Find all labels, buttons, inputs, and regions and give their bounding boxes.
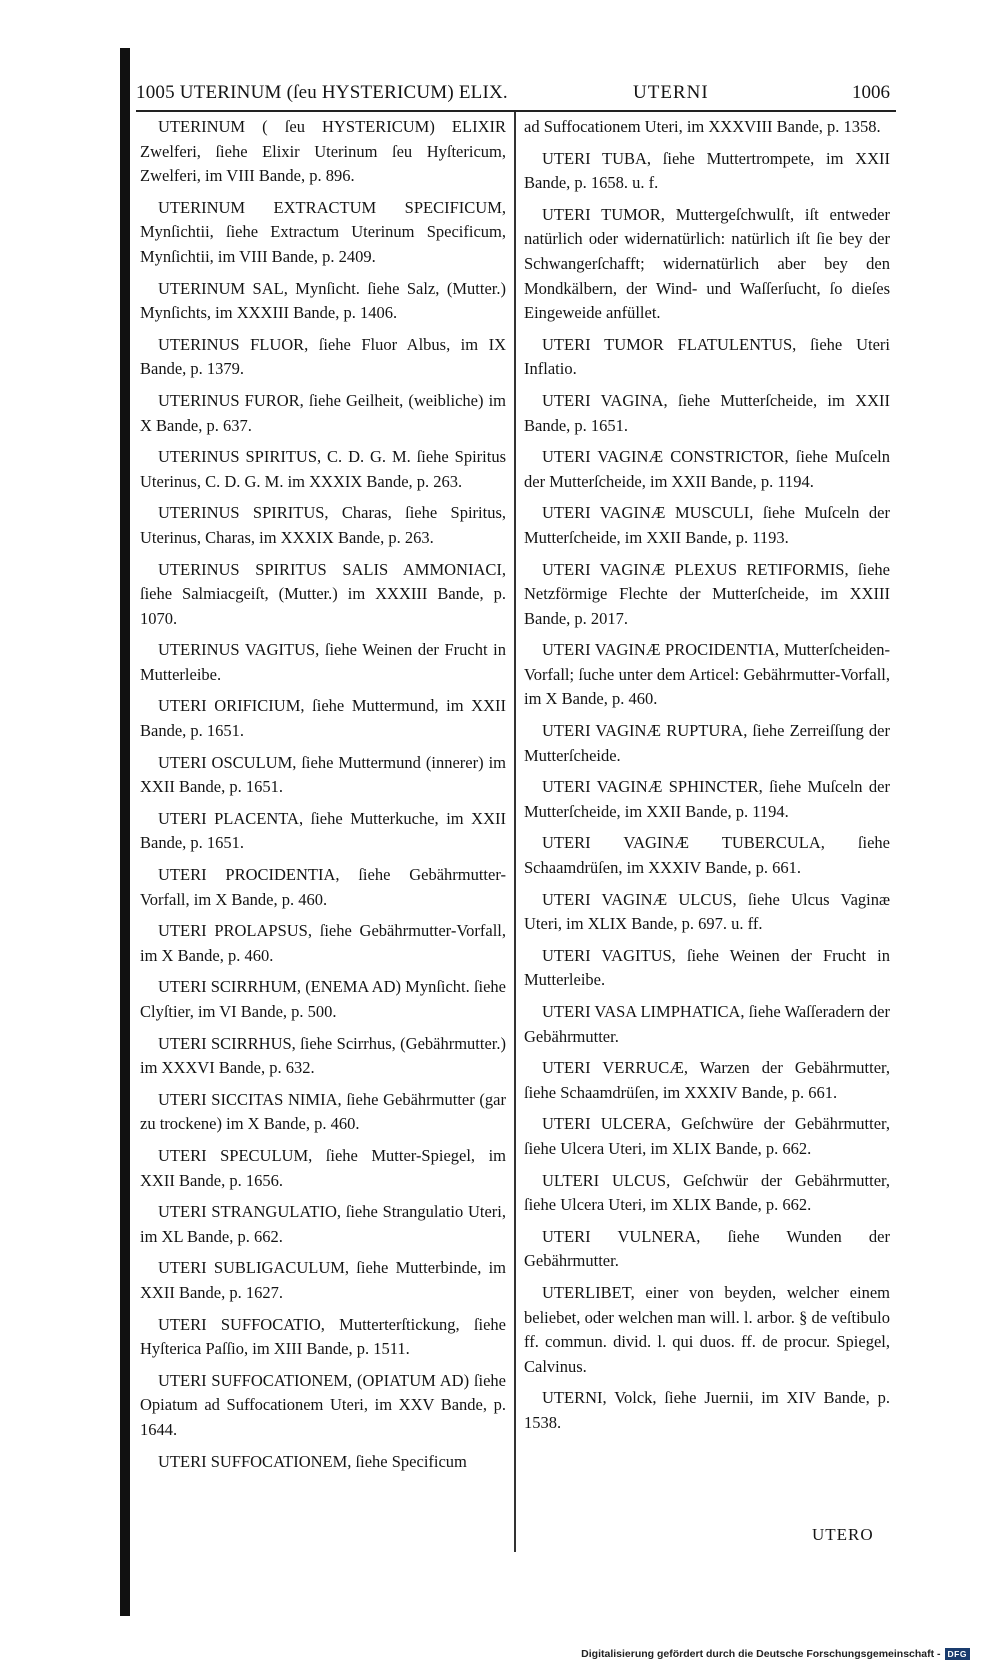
entry: UTERINUS FLUOR, ſiehe Fluor Albus, im IX Bande, p. 1379. — [140, 334, 506, 379]
entry: UTERI VAGINÆ CONSTRICTOR, ſiehe Muſceln der Mutterſcheide, im XXII Bande, p. 1194. — [524, 447, 890, 491]
header-left-title: 1005 UTERINUM (ſeu HYSTERICUM) ELIX. — [136, 82, 508, 103]
entry: UTERI VAGINA, ſiehe Mutterſcheide, im XXII Bande, p. 1651. — [524, 390, 890, 435]
entry: UTERI PLACENTA, ſiehe Mutterkuche, im XXII Bande, p. 1651. — [140, 808, 506, 853]
entry: UTERI SCIRRHUS, ſiehe Scirrhus, (Gebährmutter.) im XXXVI Bande, p. 632. — [140, 1033, 506, 1078]
entry: UTERI VAGINÆ TUBERCULA, ſiehe Schaamdrüſen, im XXXIV Bande, p. 661. — [524, 833, 890, 878]
entry: UTERI SUFFOCATIONEM, (OPIATUM AD) ſiehe Opiatum ad Suffocationem Uteri, im XXV Bande, p. 1644. — [140, 1370, 506, 1439]
header-center-title: UTERNI — [633, 82, 709, 103]
entry: UTERI ORIFICIUM, ſiehe Muttermund, im XXII Bande, p. 1651. — [140, 696, 506, 741]
entry: UTERI PROLAPSUS, ſiehe Gebährmutter-Vorfall, im X Bande, p. 460. — [140, 921, 506, 965]
catchword: UTERO — [812, 1525, 874, 1544]
entry: UTERI VAGINÆ ULCUS, ſiehe Ulcus Vaginæ Uteri, im XLIX Bande, p. 697. u. ff. — [524, 889, 890, 934]
left-column — [140, 115, 506, 1481]
entry: UTERI SUFFOCATIO, Mutterterſtickung, ſiehe Hyſterica Paſſio, im XIII Bande, p. 1511. — [140, 1314, 506, 1359]
entry: UTERNI, Volck, ſiehe Juernii, im XIV Bande, p. 1538. — [524, 1388, 890, 1432]
entry: UTERINUS SPIRITUS, C. D. G. M. ſiehe Spiritus Uterinus, C. D. G. M. im XXXIX Bande, p. 263. — [140, 447, 506, 491]
entry: UTERI VAGINÆ MUSCULI, ſiehe Muſceln der Mutterſcheide, im XXII Bande, p. 1193. — [524, 503, 890, 547]
entry: UTERI TUBA, ſiehe Muttertrompete, im XXII Bande, p. 1658. u. f. — [524, 148, 890, 193]
entry: ULTERI ULCUS, Geſchwür der Gebährmutter, ſiehe Ulcera Uteri, im XLIX Bande, p. 662. — [524, 1170, 890, 1215]
entry: UTERI VAGINÆ SPHINCTER, ſiehe Muſceln der Mutterſcheide, im XXII Bande, p. 1194. — [524, 777, 890, 821]
page-edge-bar — [120, 48, 130, 1616]
running-header — [136, 80, 896, 110]
header-page-number: 1006 — [852, 82, 890, 103]
dfg-logo: DFG — [945, 1648, 970, 1660]
entry: UTERI ULCERA, Geſchwüre der Gebährmutter, ſiehe Ulcera Uteri, im XLIX Bande, p. 662. — [524, 1114, 890, 1158]
entry: UTERI VAGINÆ PLEXUS RETIFORMIS, ſiehe Netzförmige Flechte der Mutterſcheide, im XXIII Bande, p. 2017. — [524, 559, 890, 628]
entry: UTERI SCIRRHUM, (ENEMA AD) Mynſicht. ſiehe Clyſtier, im VI Bande, p. 500. — [140, 977, 506, 1021]
entry: UTERI TUMOR FLATULENTUS, ſiehe Uteri Inflatio. — [524, 334, 890, 379]
entry: UTERI OSCULUM, ſiehe Muttermund (innerer) im XXII Bande, p. 1651. — [140, 752, 506, 797]
entry: UTERLIBET, einer von beyden, welcher einem beliebet, oder welchen man will. l. arbor. § de veſtibulo ff. commun. divid. l. qui duos. ff. de procur. Spiegel, Calvinus. — [524, 1282, 890, 1376]
entry: UTERI VASA LIMPHATICA, ſiehe Waſſeradern der Gebährmutter. — [524, 1002, 890, 1046]
entry: ad Suffocationem Uteri, im XXXVIII Bande, p. 1358. — [524, 117, 881, 136]
right-column — [524, 115, 890, 1443]
entry: UTERINUM SAL, Mynſicht. ſiehe Salz, (Mutter.) Mynſichts, im XXXIII Bande, p. 1406. — [140, 278, 506, 323]
entry: UTERI VERRUCÆ, Warzen der Gebährmutter, ſiehe Schaamdrüſen, im XXXIV Bande, p. 661. — [524, 1058, 890, 1102]
entry: UTERI SUFFOCATIONEM, ſiehe Specificum — [158, 1451, 467, 1471]
entry: UTERINUS SPIRITUS, Charas, ſiehe Spiritus, Uterinus, Charas, im XXXIX Bande, p. 263. — [140, 503, 506, 547]
entry: UTERI PROCIDENTIA, ſiehe Gebährmutter-Vorfall, im X Bande, p. 460. — [140, 865, 506, 909]
footer-text: Digitalisierung gefördert durch die Deutsche Forschungsgemeinschaft - — [581, 1648, 941, 1660]
entry: UTERINUS SPIRITUS SALIS AMMONIACI, ſiehe Salmiacgeiſt, (Mutter.) im XXXIII Bande, p. 1070. — [140, 559, 506, 628]
column-divider — [514, 112, 516, 1552]
entry: UTERINUM EXTRACTUM SPECIFICUM, Mynſichtii, ſiehe Extractum Uterinum Specificum, Mynſichtii, im VIII Bande, p. 2409. — [140, 197, 506, 266]
entry: UTERI SUBLIGACULUM, ſiehe Mutterbinde, im XXII Bande, p. 1627. — [140, 1258, 506, 1302]
entry: UTERI VULNERA, ſiehe Wunden der Gebährmutter. — [524, 1226, 890, 1271]
entry: UTERINUS FUROR, ſiehe Geilheit, (weibliche) im X Bande, p. 637. — [140, 390, 506, 435]
footer-credit — [581, 1648, 970, 1660]
entry: UTERI VAGINÆ PROCIDENTIA, Mutterſcheiden-Vorfall; ſuche unter dem Articel: Gebährmutter-Vorfall, im X Bande, p. 460. — [524, 640, 890, 709]
entry: UTERI TUMOR, Muttergeſchwulſt, iſt entweder natürlich oder widernatürlich: natürlich iſt ſie bey der Schwangerſchafft; widernatürlich aber bey den Mondkälbern, der Wind- und Waſſerſucht, ſo dieſes Eingeweide anfüllet. — [524, 204, 890, 323]
entry: UTERI STRANGULATIO, ſiehe Strangulatio Uteri, im XL Bande, p. 662. — [140, 1202, 506, 1246]
entry: UTERI SPECULUM, ſiehe Mutter-Spiegel, im XXII Bande, p. 1656. — [140, 1145, 506, 1190]
entry: UTERI VAGINÆ RUPTURA, ſiehe Zerreiſſung der Mutterſcheide. — [524, 721, 890, 765]
header-rule — [136, 110, 896, 112]
entry: UTERI SICCITAS NIMIA, ſiehe Gebährmutter (gar zu trockene) im X Bande, p. 460. — [140, 1089, 506, 1134]
entry: UTERINUM ( ſeu HYSTERICUM) ELIXIR Zwelferi, ſiehe Elixir Uterinum ſeu Hyſtericum, Zwelferi, im VIII Bande, p. 896. — [140, 117, 506, 186]
entry: UTERI VAGITUS, ſiehe Weinen der Frucht in Mutterleibe. — [524, 945, 890, 990]
entry: UTERINUS VAGITUS, ſiehe Weinen der Frucht in Mutterleibe. — [140, 640, 506, 684]
